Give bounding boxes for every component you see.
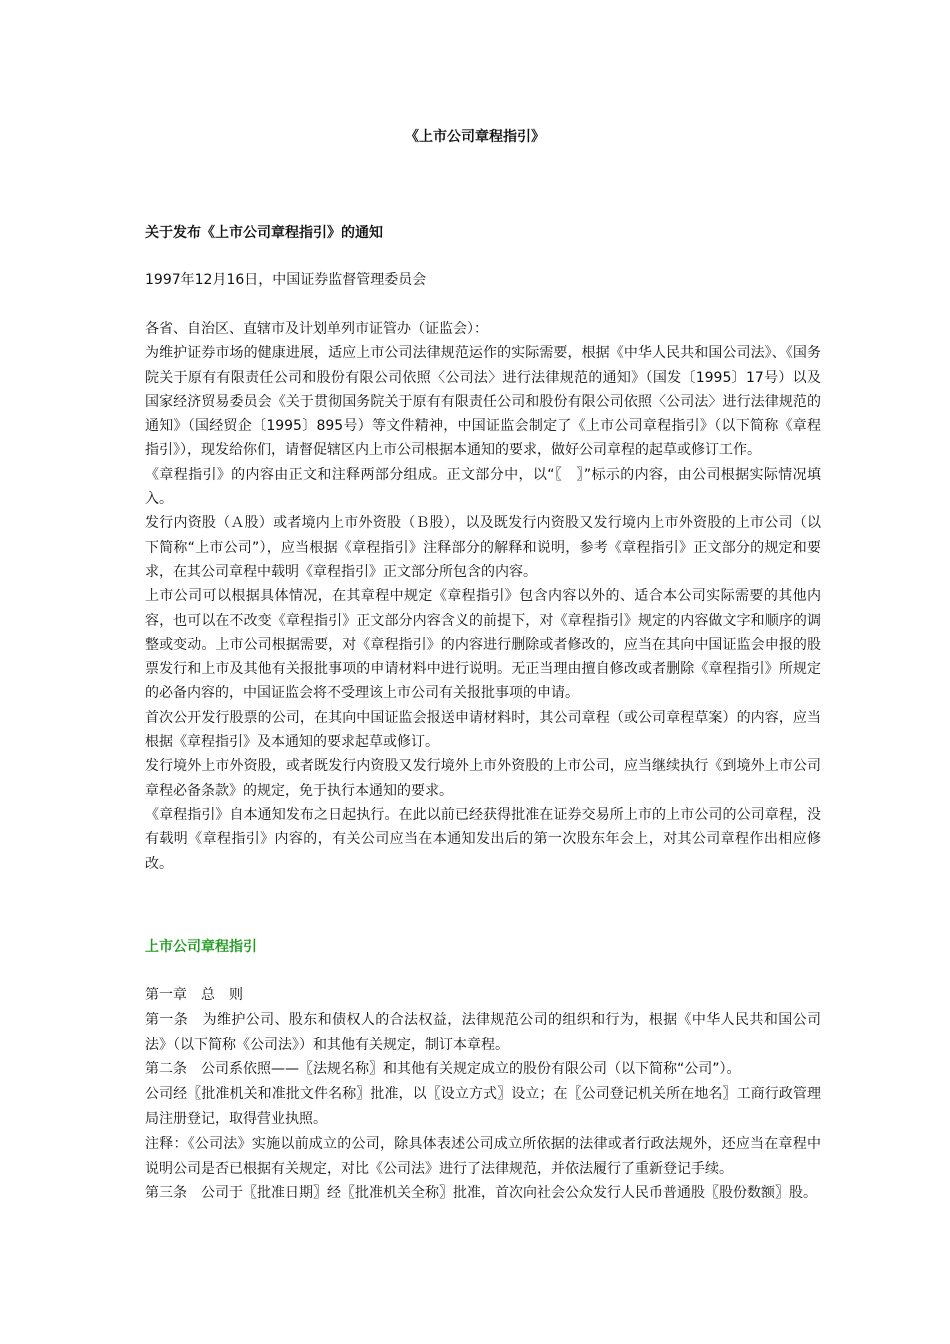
articles-body (145, 983, 821, 1206)
notice-paragraph: 上市公司可以根据具体情况，在其章程中规定《章程指引》包含内容以外的、适合本公司实际需要的其他内容，也可以在不改变《章程指引》正文部分内容含义的前提下，对《章程指引》规定的内容做文字和顺序的调整或变动。上市公司根据需要，对《章程指引》的内容进行删除或者修改的，应当在其向中国证监会申报的股票发行和上市及其他有关报批事项的申请材料中进行说明。无正当理由擅自修改或者删除《章程指引》所规定的必备内容的，中国证监会将不受理该上市公司有关报批事项的申请。 (145, 588, 821, 702)
article-paragraph: 第二条 公司系依照——〖法规名称〗和其他有关规定成立的股份有限公司（以下简称“公司”）。 (145, 1061, 741, 1078)
notice-paragraph: 《章程指引》的内容由正文和注释两部分组成。正文部分中，以“〖 〗”标示的内容，由公司根据实际情况填入。 (145, 466, 821, 508)
article-paragraph: 第一条 为维护公司、股东和债权人的合法权益，法律规范公司的组织和行为，根据《中华人民共和国公司法》（以下简称《公司法》）和其他有关规定，制订本章程。 (145, 1011, 821, 1053)
notice-paragraph: 各省、自治区、直辖市及计划单列市证管办（证监会）： (145, 321, 488, 337)
chapter-heading: 第一章 总 则 (145, 987, 243, 1003)
notice-paragraph: 为维护证券市场的健康进展，适应上市公司法律规范运作的实际需要，根据《中华人民共和国公司法》、《国务院关于原有有限责任公司和股份有限公司依照〈公司法〉进行法律规范的通知》（国发〔1995〕17号）以及国家经济贸易委员会《关于贯彻国务院关于原有有限责任公司和股份有限公司依照〈公司法〉进行法律规范的通知》（国经贸企〔1995〕895号）等文件精神，中国证监会制定了《上市公司章程指引》（以下简称《章程指引》），现发给你们，请督促辖区内上市公司根据本通知的要求，做好公司章程的起草或修订工作。 (145, 345, 821, 459)
notice-title: 关于发布《上市公司章程指引》的通知 (145, 225, 383, 241)
article-paragraph: 公司经〖批准机关和准批文件名称〗批准，以〖设立方式〗设立；在〖公司登记机关所在地名〗工商行政管理局注册登记，取得营业执照。 (145, 1086, 821, 1127)
notice-paragraph: 首次公开发行股票的公司，在其向中国证监会报送申请材料时，其公司章程（或公司章程草案）的内容，应当根据《章程指引》及本通知的要求起草或修订。 (145, 709, 821, 751)
notice-date: 1997年12月16日，中国证券监督管理委员会 (145, 272, 427, 288)
notice-paragraph: 发行内资股（Ａ股）或者境内上市外资股（Ｂ股），以及既发行内资股又发行境内上市外资股的上市公司（以下简称“上市公司”），应当根据《章程指引》注释部分的解释和说明，参考《章程指引》正文部分的规定和要求，在其公司章程中载明《章程指引》正文部分所包含的内容。 (145, 515, 821, 580)
article-note: 注释：《公司法》实施以前成立的公司，除具体表述公司成立所依据的法律或者行政法规外，还应当在章程中说明公司是否已根据有关规定，对比《公司法》进行了法律规范，并依法履行了重新登记手续。 (145, 1135, 821, 1177)
section-title: 上市公司章程指引 (145, 939, 257, 955)
notice-paragraph: 发行境外上市外资股，或者既发行内资股又发行境外上市外资股的上市公司，应当继续执行《到境外上市公司章程必备条款》的规定，免于执行本通知的要求。 (145, 758, 821, 799)
document-title: 《上市公司章程指引》 (405, 129, 545, 145)
article-paragraph: 第三条 公司于〖批准日期〗经〖批准机关全称〗批准，首次向社会公众发行人民币普通股〖股份数额〗股。 (145, 1185, 817, 1202)
notice-body (145, 317, 821, 876)
notice-paragraph: 《章程指引》自本通知发布之日起执行。在此以前已经获得批准在证券交易所上市的上市公司的公司章程，没有载明《章程指引》内容的，有关公司应当在本通知发出后的第一次股东年会上，对其公司章程作出相应修改。 (145, 806, 821, 872)
